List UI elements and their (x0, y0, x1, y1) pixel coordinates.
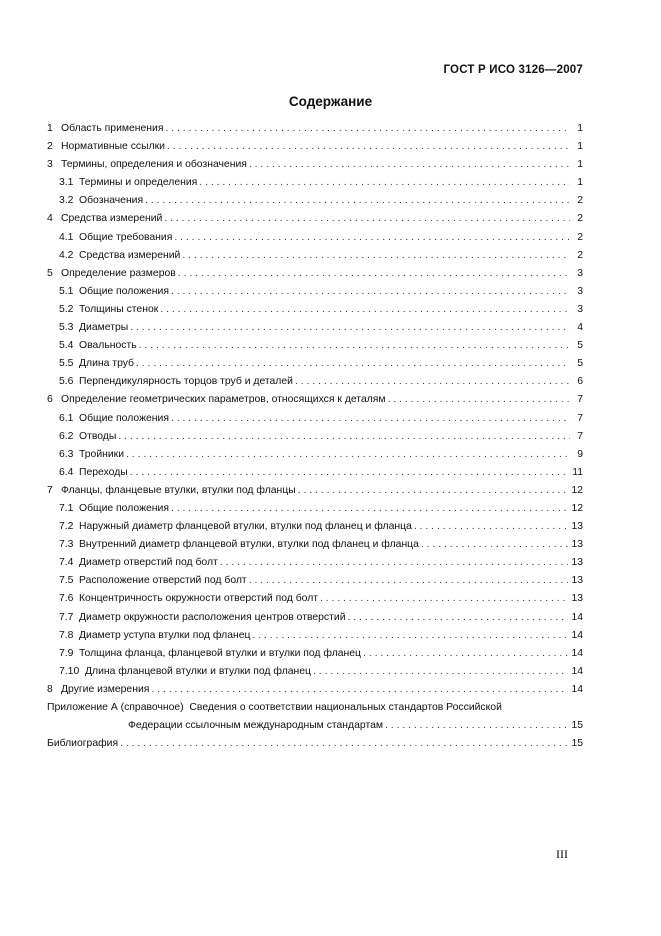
toc-entry[interactable] (47, 192, 583, 210)
toc-entry-number: 5.5 (59, 358, 74, 370)
toc-entry[interactable] (47, 247, 583, 265)
appendix-text-line2: Федерации ссылочным международным стандартам (128, 720, 384, 732)
toc-entry-text: Отводы (79, 430, 117, 442)
toc-entry[interactable] (47, 210, 583, 228)
appendix-page: 15 (571, 720, 583, 732)
toc-entry-text: Концентричность окружности отверстий под болт (79, 593, 319, 605)
toc-entry-number: 6 (47, 394, 53, 406)
toc-entry-text: Фланцы, фланцевые втулки, втулки под фланцы (61, 484, 296, 496)
dot-leader (130, 319, 570, 337)
toc-entry-number: 4.2 (59, 249, 74, 261)
toc-entry-number: 7.9 (59, 647, 74, 659)
toc-entry-page: 13 (571, 521, 583, 533)
toc-entry-page: 9 (577, 448, 583, 460)
toc-entry[interactable] (47, 681, 583, 699)
toc-entry-text: Диаметр уступа втулки под фланец (79, 629, 251, 641)
toc-entry-number: 7.3 (59, 539, 74, 551)
toc-bibliography[interactable] (47, 735, 583, 753)
toc-entry[interactable] (47, 174, 583, 192)
dot-leader (421, 536, 569, 554)
toc-entry-number: 5.2 (59, 303, 74, 315)
toc-entry-text: Определение геометрических параметров, относящихся к деталям (61, 394, 386, 406)
toc-entry-page: 2 (577, 213, 583, 225)
dot-leader (126, 446, 570, 464)
toc-entry-number: 2 (47, 141, 53, 153)
table-of-contents (47, 120, 583, 753)
toc-entry-text: Расположение отверстий под болт (79, 575, 247, 587)
toc-entry-page: 14 (571, 683, 583, 695)
dot-leader (160, 301, 570, 319)
toc-entry[interactable] (47, 391, 583, 409)
toc-entry-text: Тройники (79, 448, 125, 460)
toc-entry-text: Нормативные ссылки (61, 141, 165, 153)
toc-entry-number: 7.6 (59, 593, 74, 605)
toc-entry-page: 11 (572, 466, 583, 478)
toc-entry-text: Толщины стенок (79, 303, 159, 315)
toc-entry[interactable] (47, 319, 583, 337)
document-code: ГОСТ Р ИСО 3126—2007 (443, 64, 583, 76)
toc-entry-number: 6.2 (59, 430, 74, 442)
toc-entry-page: 6 (577, 376, 583, 388)
toc-appendix-line1[interactable] (47, 699, 583, 717)
dot-leader (298, 482, 569, 500)
dot-leader (174, 229, 570, 247)
toc-entry-page: 4 (577, 322, 583, 334)
dot-leader (363, 645, 568, 663)
dot-leader (385, 717, 568, 735)
dot-leader (136, 355, 570, 373)
dot-leader (171, 500, 568, 518)
toc-entry[interactable] (47, 156, 583, 174)
page-title: Содержание (288, 94, 373, 109)
toc-entry-text: Общие положения (79, 412, 169, 424)
dot-leader (252, 627, 568, 645)
toc-entry-number: 7.7 (59, 611, 74, 623)
toc-entry-number: 5.4 (59, 340, 74, 352)
dot-leader (171, 410, 570, 428)
dot-leader (320, 590, 568, 608)
dot-leader (313, 663, 568, 681)
dot-leader (388, 391, 570, 409)
toc-entry[interactable] (47, 590, 583, 608)
toc-entry-page: 2 (577, 195, 583, 207)
toc-entries (47, 120, 583, 699)
toc-entry-page: 7 (577, 394, 583, 406)
dot-leader (164, 210, 570, 228)
toc-entry-page: 3 (577, 267, 583, 279)
toc-entry[interactable] (47, 301, 583, 319)
toc-entry[interactable] (47, 283, 583, 301)
toc-entry-number: 1 (47, 123, 53, 134)
toc-entry-number: 3 (47, 159, 53, 171)
dot-leader (220, 554, 569, 572)
toc-entry-text: Диаметр окружности расположения центров отверстий (79, 611, 346, 623)
toc-entry-text: Переходы (79, 466, 128, 478)
toc-entry[interactable] (47, 265, 583, 283)
toc-entry-page: 13 (571, 575, 583, 587)
toc-entry-text: Общие положения (79, 285, 169, 297)
toc-entry-text: Перпендикулярность торцов труб и деталей (79, 376, 293, 388)
toc-entry-page: 14 (571, 629, 583, 641)
toc-entry-text: Термины, определения и обозначения (61, 159, 247, 171)
toc-entry-page: 7 (577, 412, 583, 424)
toc-entry-text: Общие положения (79, 502, 169, 514)
dot-leader (414, 518, 569, 536)
bibliography-text: Библиография (47, 738, 119, 750)
dot-leader (249, 156, 570, 174)
dot-leader (165, 120, 570, 138)
toc-entry[interactable] (47, 446, 583, 464)
toc-entry-text: Наружный диаметр фланцевой втулки, втулки под фланец и фланца (79, 521, 412, 533)
toc-entry[interactable] (47, 482, 583, 500)
toc-entry-page: 13 (571, 593, 583, 605)
toc-entry[interactable] (47, 355, 583, 373)
toc-entry[interactable] (47, 663, 583, 681)
toc-entry-number: 4.1 (59, 231, 74, 243)
toc-entry-page: 3 (577, 285, 583, 297)
dot-leader (130, 464, 569, 482)
toc-entry-text: Средства измерений (79, 249, 181, 261)
dot-leader (178, 265, 570, 283)
toc-entry-page: 2 (577, 231, 583, 243)
dot-leader (118, 428, 570, 446)
toc-entry-number: 7.1 (59, 502, 74, 514)
toc-entry-number: 5.3 (59, 322, 74, 334)
toc-entry-page: 12 (571, 502, 583, 514)
toc-entry-page: 7 (577, 430, 583, 442)
dot-leader (120, 735, 568, 753)
toc-entry-page: 1 (577, 123, 583, 134)
toc-entry[interactable] (47, 554, 583, 572)
toc-entry-number: 5 (47, 267, 53, 279)
toc-entry-page: 14 (571, 647, 583, 659)
toc-entry-text: Диаметры (79, 322, 129, 334)
toc-entry[interactable] (47, 572, 583, 590)
dot-leader (139, 337, 570, 355)
toc-entry-number: 7.5 (59, 575, 74, 587)
toc-entry-page: 13 (571, 539, 583, 551)
dot-leader (199, 174, 570, 192)
toc-entry[interactable] (47, 138, 583, 156)
toc-entry-number: 6.1 (59, 412, 74, 424)
toc-entry[interactable] (47, 337, 583, 355)
dot-leader (167, 138, 570, 156)
toc-entry[interactable] (47, 536, 583, 554)
toc-entry-text: Овальность (79, 340, 137, 352)
dot-leader (295, 373, 570, 391)
toc-entry-text: Обозначения (79, 195, 144, 207)
toc-entry-page: 1 (577, 141, 583, 153)
toc-entry-page: 12 (571, 484, 583, 496)
dot-leader (151, 681, 568, 699)
bibliography-page: 15 (571, 738, 583, 750)
toc-entry-number: 5.1 (59, 285, 74, 297)
toc-entry-page: 14 (571, 665, 583, 677)
toc-entry-number: 8 (47, 683, 53, 695)
toc-entry-text: Длина труб (79, 358, 134, 370)
toc-entry-page: 1 (577, 177, 583, 189)
toc-entry-number: 4 (47, 213, 53, 225)
toc-entry-page: 5 (577, 358, 583, 370)
toc-entry[interactable] (47, 120, 583, 138)
toc-entry-page: 3 (577, 303, 583, 315)
toc-entry-page: 13 (571, 557, 583, 569)
toc-entry-page: 2 (577, 249, 583, 261)
toc-entry[interactable] (47, 428, 583, 446)
toc-entry[interactable] (47, 500, 583, 518)
toc-entry-text: Диаметр отверстий под болт (79, 557, 218, 569)
toc-entry-text: Длина фланцевой втулки и втулки под фланец (85, 665, 312, 677)
toc-entry-text: Определение размеров (61, 267, 176, 279)
toc-entry-number: 3.1 (59, 177, 74, 189)
toc-entry-number: 7.8 (59, 629, 74, 641)
appendix-text-line1: Сведения о соответствии национальных стандартов Российской (189, 702, 502, 713)
toc-entry-text: Толщина фланца, фланцевой втулки и втулки под фланец (79, 647, 362, 659)
dot-leader (171, 283, 570, 301)
toc-entry-number: 3.2 (59, 195, 74, 207)
toc-entry-number: 6.4 (59, 466, 74, 478)
dot-leader (182, 247, 570, 265)
toc-entry-text: Термины и определения (79, 177, 198, 189)
toc-entry-text: Общие требования (79, 231, 173, 243)
page-number: III (556, 847, 568, 861)
toc-entry-text: Другие измерения (61, 683, 150, 695)
toc-entry-page: 5 (577, 340, 583, 352)
toc-entry[interactable] (47, 609, 583, 627)
dot-leader (249, 572, 569, 590)
toc-entry-number: 7.4 (59, 557, 74, 569)
toc-entry-page: 1 (577, 159, 583, 171)
toc-entry-number: 7 (47, 484, 53, 496)
toc-entry[interactable] (47, 518, 583, 536)
toc-entry-text: Область применения (61, 123, 164, 134)
toc-entry-number: 6.3 (59, 448, 74, 460)
toc-entry[interactable] (47, 373, 583, 391)
toc-entry[interactable] (47, 410, 583, 428)
toc-appendix-line2[interactable] (47, 717, 583, 735)
appendix-label: Приложение А (справочное) (47, 702, 184, 713)
toc-entry-text: Внутренний диаметр фланцевой втулки, втулки под фланец и фланца (79, 539, 419, 551)
toc-entry-number: 5.6 (59, 376, 74, 388)
toc-entry[interactable] (47, 229, 583, 247)
toc-entry[interactable] (47, 645, 583, 663)
toc-entry[interactable] (47, 464, 583, 482)
dot-leader (145, 192, 570, 210)
toc-entry-text: Средства измерений (61, 213, 163, 225)
toc-entry-number: 7.10 (59, 665, 80, 677)
toc-entry[interactable] (47, 627, 583, 645)
toc-entry-number: 7.2 (59, 521, 74, 533)
toc-entry-page: 14 (571, 611, 583, 623)
dot-leader (348, 609, 569, 627)
